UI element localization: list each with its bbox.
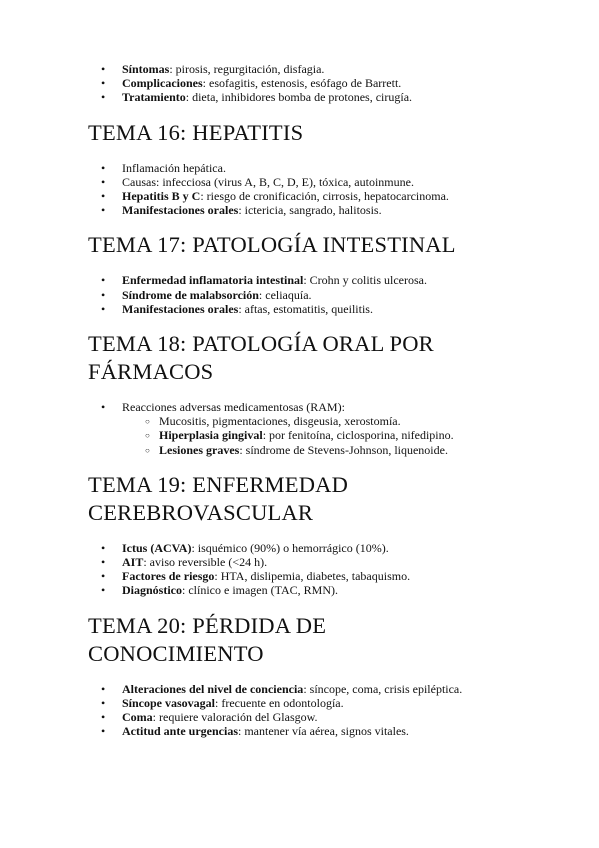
list-item [88,90,559,104]
heading-line: FÁRMACOS [88,359,214,385]
heading-line: CONOCIMIENTO [88,640,264,666]
item-term: Enfermedad inflamatoria intestinal [122,273,304,288]
item-text: : síndrome de Stevens-Johnson, liquenoide. [239,442,448,457]
heading-line: TEMA 18: PATOLOGÍA ORAL POR [88,331,434,357]
intro-list [88,62,559,105]
section-list-tema-16 [88,161,559,218]
heading-line: TEMA 19: ENFERMEDAD [88,471,349,497]
section-list-tema-17 [88,273,559,316]
item-term: AIT [122,555,144,570]
list-item [88,569,559,583]
item-text: Reacciones adversas medicamentosas (RAM): [122,400,345,415]
list-item [88,541,559,555]
item-text: : dieta, inhibidores bomba de protones, cirugía. [185,90,413,105]
section-list-tema-19 [88,541,559,598]
item-term: Factores de riesgo [122,569,215,584]
list-item [88,189,559,203]
section-heading-tema-18 [88,330,559,386]
list-item [88,161,559,175]
list-item [88,76,559,90]
list-item [88,682,559,696]
section-heading-tema-16: TEMA 16: HEPATITIS [88,119,304,145]
item-term: Hiperplasia gingival [159,428,263,443]
list-item [88,62,559,76]
item-term: Actitud ante urgencias [122,724,238,739]
item-text: : riesgo de cronificación, cirrosis, hepatocarcinoma. [200,189,449,204]
item-text: : síncope, coma, crisis epiléptica. [303,681,463,696]
item-text: : clínico e imagen (TAC, RMN). [182,583,339,598]
item-term: Lesiones graves [159,442,240,457]
item-text: : requiere valoración del Glasgow. [152,710,318,725]
section-list-tema-18 [88,400,559,414]
item-text: : mantener vía aérea, signos vitales. [238,724,409,739]
section-heading-tema-20 [88,612,559,668]
item-text: : HTA, dislipemia, diabetes, tabaquismo. [214,569,411,584]
list-item [88,696,559,710]
heading-line: CEREBROVASCULAR [88,499,314,525]
item-term: Síntomas [122,62,170,76]
item-text: : frecuente en odontología. [215,695,344,710]
sub-list-item [122,428,559,442]
list-item [88,273,559,287]
list-item [88,288,559,302]
list-item [88,175,559,189]
item-text: : ictericia, sangrado, halitosis. [238,203,382,218]
item-text: : por fenitoína, ciclosporina, nifedipino. [262,428,454,443]
list-item [88,302,559,316]
section-heading-tema-17: TEMA 17: PATOLOGÍA INTESTINAL [88,232,456,258]
item-text: Mucositis, pigmentaciones, disgeusia, xerostomía. [159,414,401,429]
item-text: Causas: infecciosa (virus A, B, C, D, E), tóxica, autoinmune. [122,174,414,189]
list-item [88,400,559,414]
list-item [88,583,559,597]
item-text: : pirosis, regurgitación, disfagia. [169,62,325,76]
section-list-tema-20 [88,682,559,739]
item-text: : isquémico (90%) o hemorrágico (10%). [191,540,389,555]
item-text: : Crohn y colitis ulcerosa. [303,273,427,288]
item-term: Alteraciones del nivel de conciencia [122,681,304,696]
item-term: Hepatitis B y C [122,189,201,204]
item-text: Inflamación hepática. [122,160,226,175]
item-term: Ictus (ACVA) [122,540,192,555]
item-term: Síncope vasovagal [122,695,216,710]
item-text: : aftas, estomatitis, queilitis. [238,301,373,316]
item-term: Manifestaciones orales [122,203,239,218]
item-text: : esofagitis, estenosis, esófago de Barrett. [202,76,402,91]
list-item [88,724,559,738]
sub-list-tema-18 [88,414,559,457]
item-term: Manifestaciones orales [122,301,239,316]
item-term: Complicaciones [122,76,203,91]
item-term: Coma [122,710,153,725]
item-text: : aviso reversible (<24 h). [143,555,268,570]
list-item [88,710,559,724]
item-term: Síndrome de malabsorción [122,287,259,302]
heading-line: TEMA 20: PÉRDIDA DE [88,612,327,638]
sub-list-item [122,414,559,428]
item-text: : celiaquía. [258,287,312,302]
item-term: Tratamiento [122,90,186,105]
list-item [88,555,559,569]
list-item [88,203,559,217]
sub-list-item [122,443,559,457]
section-heading-tema-19 [88,471,559,527]
item-term: Diagnóstico [122,583,182,598]
